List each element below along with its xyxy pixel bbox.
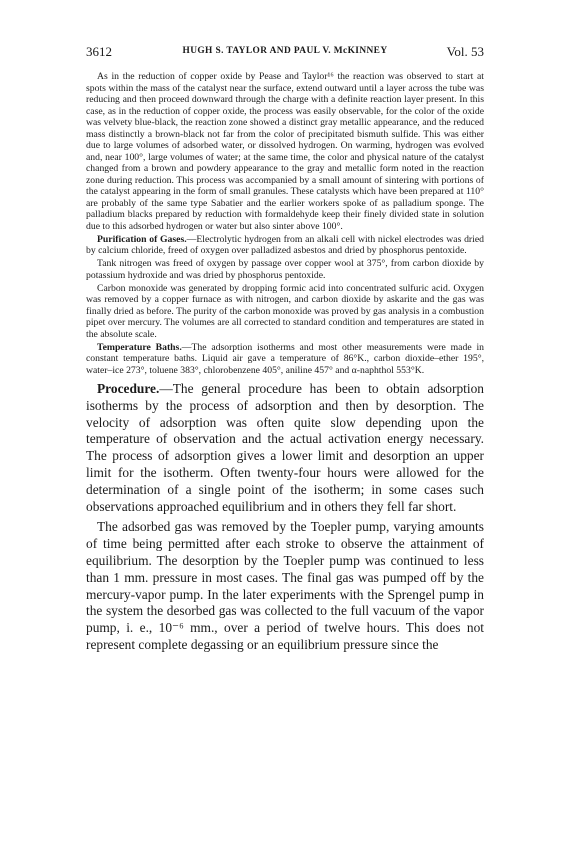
paragraph-text: —The adsorption isotherms and most other measurements were made in constant temperature baths. Liquid air gave a temperature of 86°K., carbon dioxide–ether 195°, water–ice 273°, toluene 383°, chlorobenzene 405°, aniline 457° and α-naphthol 553°K. [86, 341, 484, 376]
paragraph-tank-nitrogen [86, 258, 484, 281]
paragraph-text: Tank nitrogen was freed of oxygen by passage over copper wool at 375°, from carbon dioxide by potassium hydroxide and was dried by phosphorus pentoxide. [86, 258, 484, 281]
paragraph-catalyst-reduction [86, 71, 484, 232]
page-number: 3612 [86, 44, 112, 59]
running-head-authors: HUGH S. TAYLOR AND PAUL V. McKINNEY [182, 46, 388, 56]
paragraph-desorption [86, 519, 484, 653]
paragraph-text: Carbon monoxide was generated by dropping formic acid into concentrated sulfuric acid. Oxygen was removed by a copper furnace as with nitrogen, and carbon dioxide by askarite and the gas was finally dried as before. The purity of the carbon monoxide was proved by gas analysis in a combustion pipet over mercury. The volumes are all corrected to standard condition and temperatures are stated in the absolute scale. [86, 282, 484, 340]
small-print-section [86, 71, 484, 376]
paragraph-carbon-monoxide [86, 283, 484, 341]
paragraph-temperature-baths [86, 342, 484, 377]
paragraph-text: As in the reduction of copper oxide by Pease and Taylor¹⁶ the reaction was observed to start at spots within the mass of the catalyst near the surface, extend outward until a layer across the tube was reducing and then proceed downward through the charge with a definite reaction layer present. In this case, as in the reduction of copper oxide, the process was easily observable, for the color of the oxide was velvety blue-black, the reaction zone showed a distinct gray metallic appearance, and the reduced mass distinctly a brown-black not far from the color of precipitated bismuth sulfide. This was either due to large volumes of adsorbed water, or dissolved hydrogen. On warming, hydrogen was evolved and, near 100°, large volumes of water; at the same time, the color and physical nature of the catalyst changed from a brown and powdery appearance to the gray and metallic form noted in the reaction zone during reduction. This process was accompanied by a small amount of sintering with portions of the catalyst appearing in the form of small granules. These catalysts which have been prepared at 110° are probably of the same type Sabatier and the earlier workers spoke of as palladium sponge. The palladium blacks prepared by reduction with formaldehyde keep their finely divided state in solution due to this adsorbed hydrogen or water but also sinter above 100°. [86, 71, 484, 232]
article-body [86, 71, 484, 654]
paragraph-text: —Electrolytic hydrogen from an alkali cell with nickel electrodes was dried by calcium chloride, freed of oxygen over palladized asbestos and dried by phosphorus pentoxide. [86, 233, 484, 256]
paragraph-text: —The general procedure has been to obtain adsorption isotherms by the process of adsorption and then by desorption. The velocity of adsorption was often quite slow depending upon the temperature of observation and the actual activation energy necessary. The process of adsorption gives a lower limit and desorption an upper limit for the isotherm. Often twenty-four hours were allowed for the determination of a single point of the isotherm; in some cases such observations approached equilibrium and in others they fell far short. [86, 381, 484, 514]
paragraph-procedure [86, 381, 484, 515]
main-text-section [86, 381, 484, 654]
volume-label: Vol. 53 [446, 44, 484, 59]
paragraph-heading: Temperature Baths. [97, 341, 182, 353]
paragraph-text: The adsorbed gas was removed by the Toepler pump, varying amounts of time being permitted after each stroke to observe the attainment of equilibrium. The desorption by the Toepler pump was continued to less than 1 mm. pressure in most cases. The final gas was pumped off by the mercury-vapor pump. In the later experiments with the Sprengel pump in the system the desorbed gas was collected to the full vacuum of the vapor pump, i. e., 10⁻⁶ mm., over a period of twelve hours. This does not represent complete degassing or an equilibrium pressure since the [86, 519, 484, 652]
paragraph-purification-of-gases [86, 234, 484, 257]
running-header [86, 44, 484, 62]
paragraph-heading: Procedure. [97, 381, 160, 396]
paragraph-heading: Purification of Gases. [97, 233, 187, 245]
